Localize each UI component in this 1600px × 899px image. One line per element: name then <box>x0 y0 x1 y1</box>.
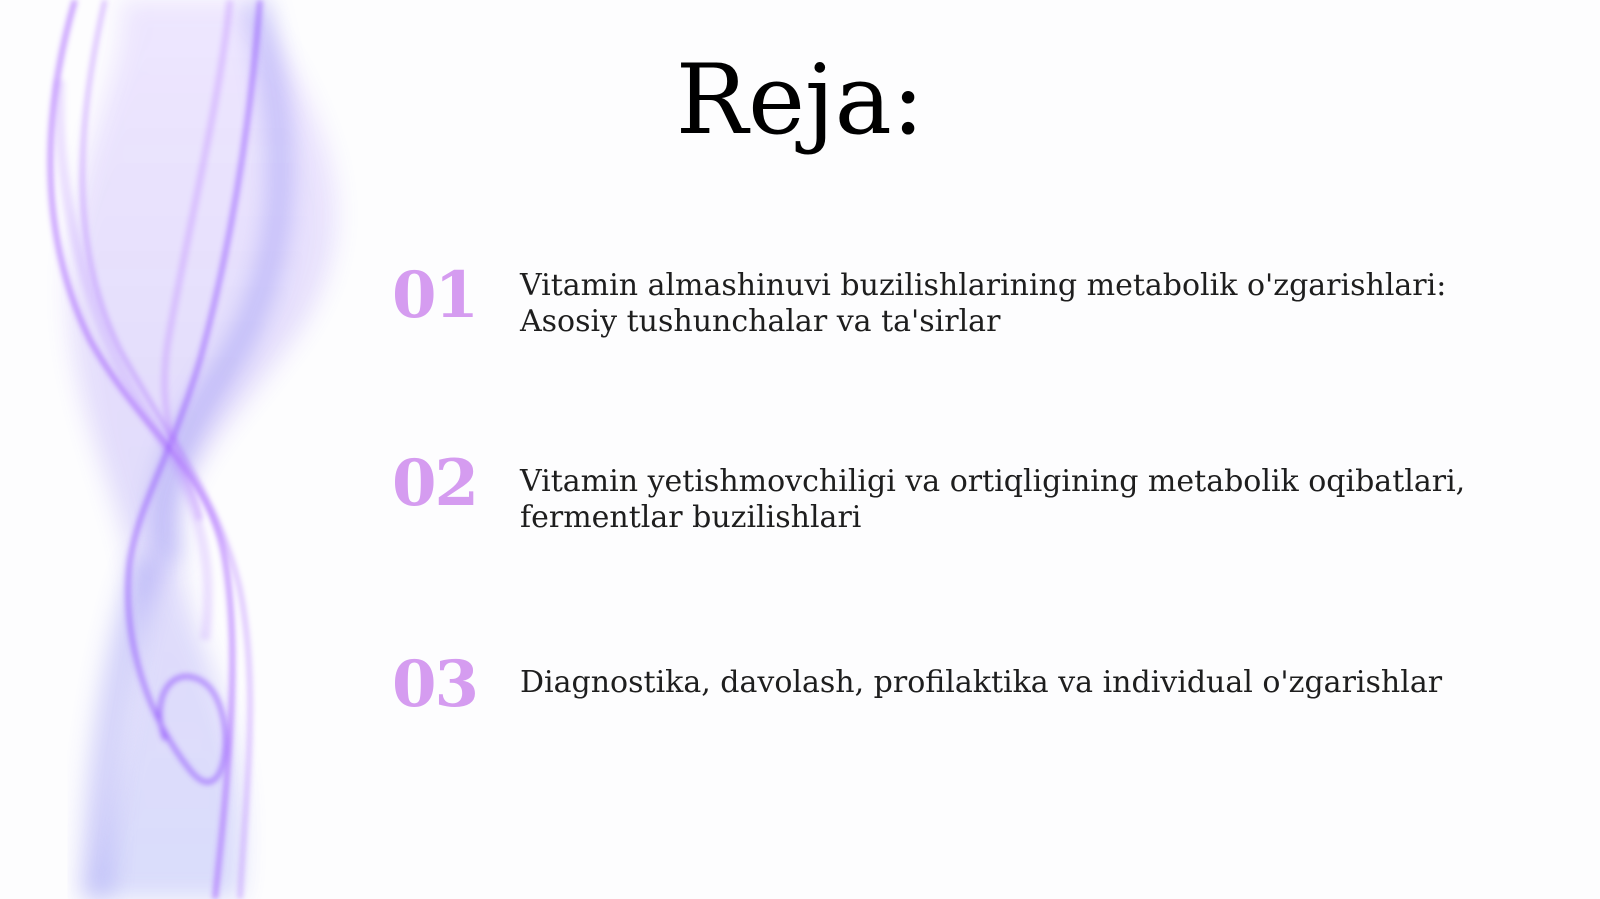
slide-title-text: Reja: <box>675 44 925 156</box>
agenda-text-line: Vitamin almashinuvi buzilishlarining metabolik o'zgarishlari: <box>520 268 1447 303</box>
agenda-text <box>520 268 1520 340</box>
agenda-number: 01 <box>392 258 478 333</box>
agenda-text-line: Vitamin yetishmovchiligi va ortiqligining metabolik oqibatlari, <box>520 464 1466 499</box>
slide-title <box>0 40 1600 160</box>
agenda-item-3 <box>392 645 1542 765</box>
agenda-text-line: Asosiy tushunchalar va ta'sirlar <box>520 304 1001 339</box>
agenda-item-1 <box>392 256 1542 376</box>
agenda-text-line: Diagnostika, davolash, profilaktika va individual o'zgarishlar <box>520 665 1443 700</box>
agenda-text <box>520 665 1520 701</box>
agenda-number: 02 <box>392 446 478 521</box>
agenda-item-2 <box>392 444 1542 564</box>
agenda-text <box>520 464 1520 536</box>
agenda-number: 03 <box>392 647 478 722</box>
agenda-text-line: fermentlar buzilishlari <box>520 500 862 535</box>
